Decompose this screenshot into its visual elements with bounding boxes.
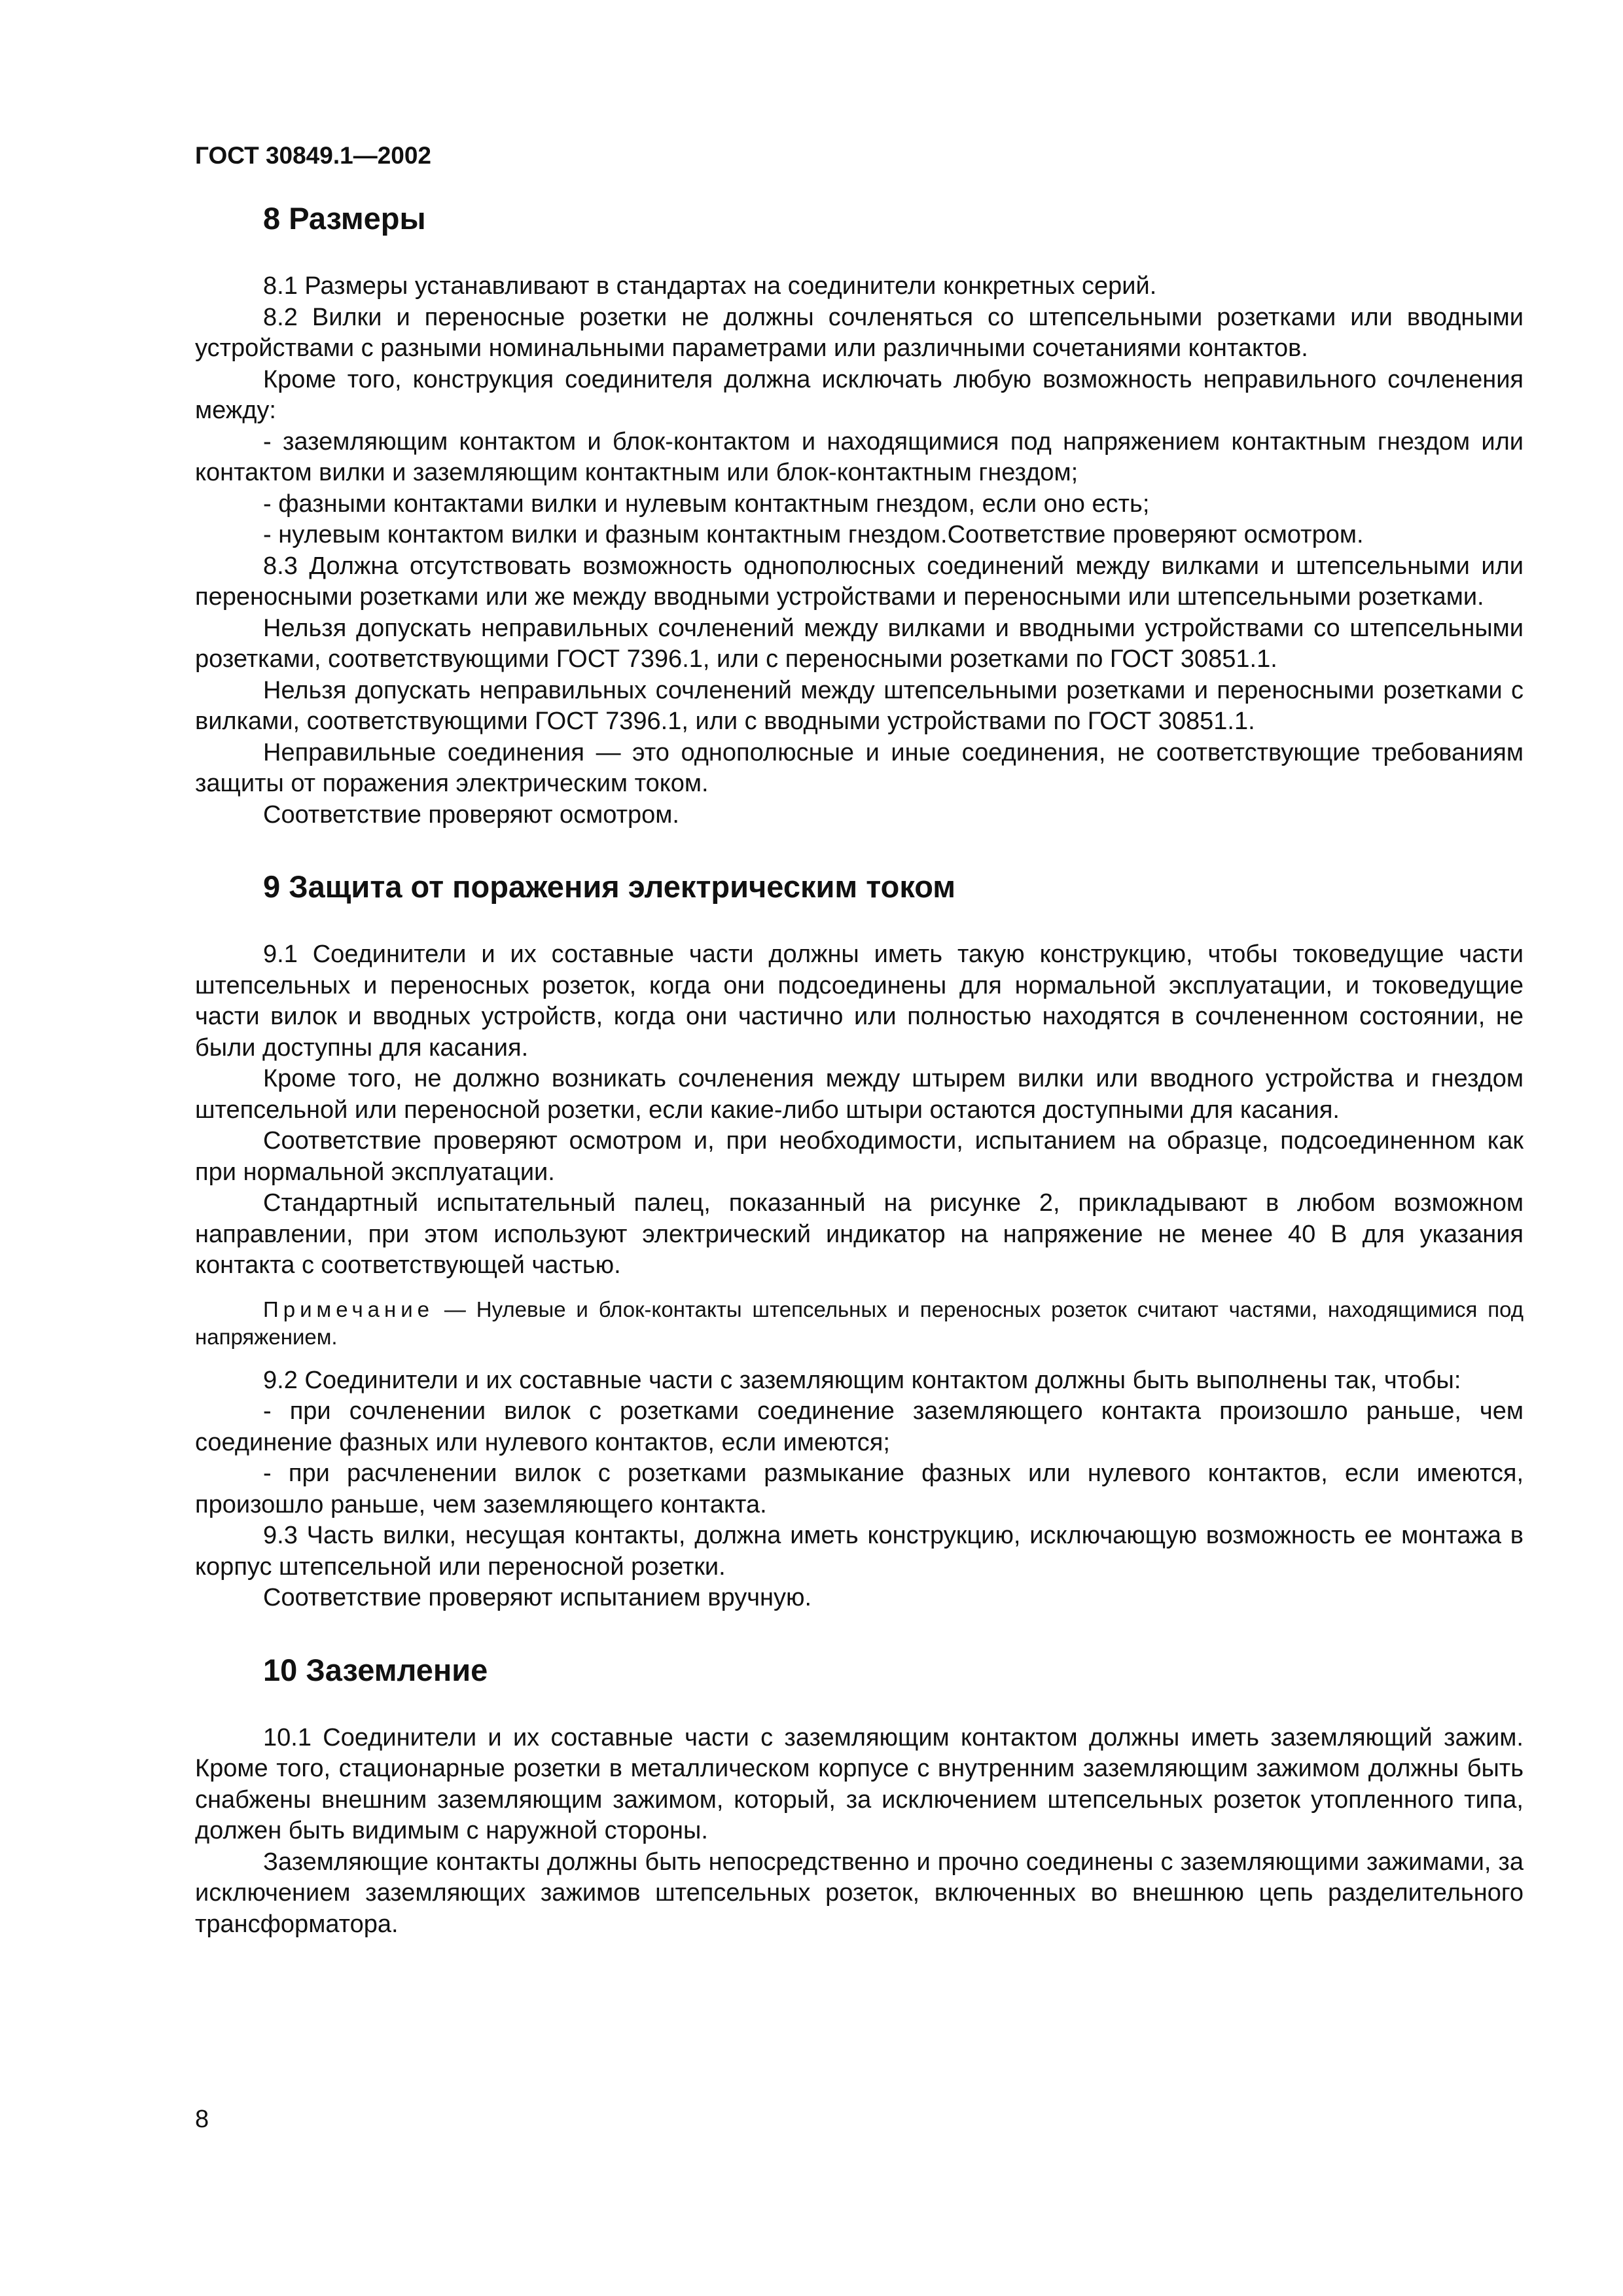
list-item: - фазными контактами вилки и нулевым контактным гнездом, если оно есть; bbox=[263, 490, 1150, 518]
note-lead: Примечание bbox=[263, 1297, 435, 1321]
section-10-heading: 10 Заземление bbox=[263, 1652, 488, 1687]
list-item: - при расчленении вилок с розетками размыкание фазных или нулевого контактов, если имеются, произошло раньше, чем заземляющего контакта. bbox=[195, 1460, 1524, 1518]
paragraph: 8.2 Вилки и переносные розетки не должны сочленяться со штепсельными розетками или вводными устройствами с разными номинальными параметрами или различными сочетаниями контактов. bbox=[195, 303, 1524, 362]
paragraph: Кроме того, не должно возникать сочленения между штырем вилки или вводного устройства и гнездом штепсельной или переносной розетки, если какие-либо штыри остаются доступными для касания. bbox=[195, 1065, 1524, 1124]
paragraph: Стандартный испытательный палец, показанный на рисунке 2, прикладывают в любом возможном направлении, при этом используют электрический индикатор на напряжение не менее 40 В для указания контакта с соответствующей частью. bbox=[195, 1189, 1524, 1279]
list-item: - нулевым контактом вилки и фазным контактным гнездом.Соответствие проверяют осмотром. bbox=[263, 521, 1364, 548]
paragraph: Соответствие проверяют осмотром и, при необходимости, испытанием на образце, подсоединенном как при нормальной эксплуатации. bbox=[195, 1127, 1524, 1186]
paragraph: Нельзя допускать неправильных сочленений между вилками и вводными устройствами со штепсельными розетками, соответствующими ГОСТ 7396.1, или с переносными розетками по ГОСТ 30851.1. bbox=[195, 614, 1524, 673]
paragraph: Кроме того, конструкция соединителя должна исключать любую возможность неправильного сочленения между: bbox=[195, 365, 1524, 424]
paragraph: Нельзя допускать неправильных сочленений между штепсельными розетками и переносными розетками с вилками, соответствующими ГОСТ 7396.1, или с вводными устройствами по ГОСТ 30851.1. bbox=[195, 676, 1524, 735]
paragraph: Соответствие проверяют осмотром. bbox=[263, 800, 679, 829]
section-9-heading: 9 Защита от поражения электрическим током bbox=[263, 869, 956, 904]
paragraph: 9.1 Соединители и их составные части должны иметь такую конструкцию, чтобы токоведущие части штепсельных и переносных розеток, когда они подсоединены для нормальной эксплуатации, и токоведущие части вилок и вводных устройств, когда они частично или полностью находятся в сочлененном состоянии, не были доступны для касания. bbox=[195, 941, 1524, 1062]
paragraph: 10.1 Соединители и их составные части с заземляющим контактом должны иметь заземляющий зажим. Кроме того, стационарные розетки в металлическом корпусе с внутренним заземляющим зажимом должны быть снабжены внешним заземляющим зажимом, который, за исключением штепсельных розеток утопленного типа, должен быть видимым с наружной стороны. bbox=[195, 1723, 1524, 1844]
paragraph: 8.3 Должна отсутствовать возможность однополюсных соединений между вилками и штепсельными или переносными розетками или же между вводными устройствами и переносными или штепсельными розетками. bbox=[195, 552, 1524, 611]
paragraph: Заземляющие контакты должны быть непосредственно и прочно соединены с заземляющими зажимами, за исключением заземляющих зажимов штепсельных розеток, включенных во внешнюю цепь разделительного трансформатора. bbox=[195, 1848, 1524, 1938]
paragraph: 9.3 Часть вилки, несущая контакты, должна иметь конструкцию, исключающую возможность ее монтажа в корпус штепсельной или переносной розетки. bbox=[195, 1522, 1524, 1581]
page-number: 8 bbox=[195, 2106, 209, 2133]
paragraph: Соответствие проверяют испытанием вручную. bbox=[263, 1584, 812, 1611]
document-page bbox=[195, 140, 1524, 1940]
paragraph: 8.1 Размеры устанавливают в стандартах на соединители конкретных серий. bbox=[263, 272, 1157, 300]
document-header: ГОСТ 30849.1—2002 bbox=[195, 142, 432, 169]
section-8-heading: 8 Размеры bbox=[263, 201, 426, 236]
paragraph: 9.2 Соединители и их составные части с заземляющим контактом должны быть выполнены так, чтобы: bbox=[263, 1366, 1461, 1394]
paragraph: Неправильные соединения — это однополюсные и иные соединения, не соответствующие требованиям защиты от поражения электрическим током. bbox=[195, 738, 1524, 797]
list-item: - заземляющим контактом и блок-контактом и находящимися под напряжением контактным гнездом или контактом вилки и заземляющим контактным или блок-контактным гнездом; bbox=[195, 427, 1524, 486]
note-text: — Нулевые и блок-контакты штепсельных и переносных розеток считают частями, находящимися под напряжением. bbox=[195, 1297, 1524, 1349]
note bbox=[195, 1296, 1524, 1351]
list-item: - при сочленении вилок с розетками соединение заземляющего контакта произошло раньше, чем соединение фазных или нулевого контактов, если имеются; bbox=[195, 1397, 1524, 1456]
